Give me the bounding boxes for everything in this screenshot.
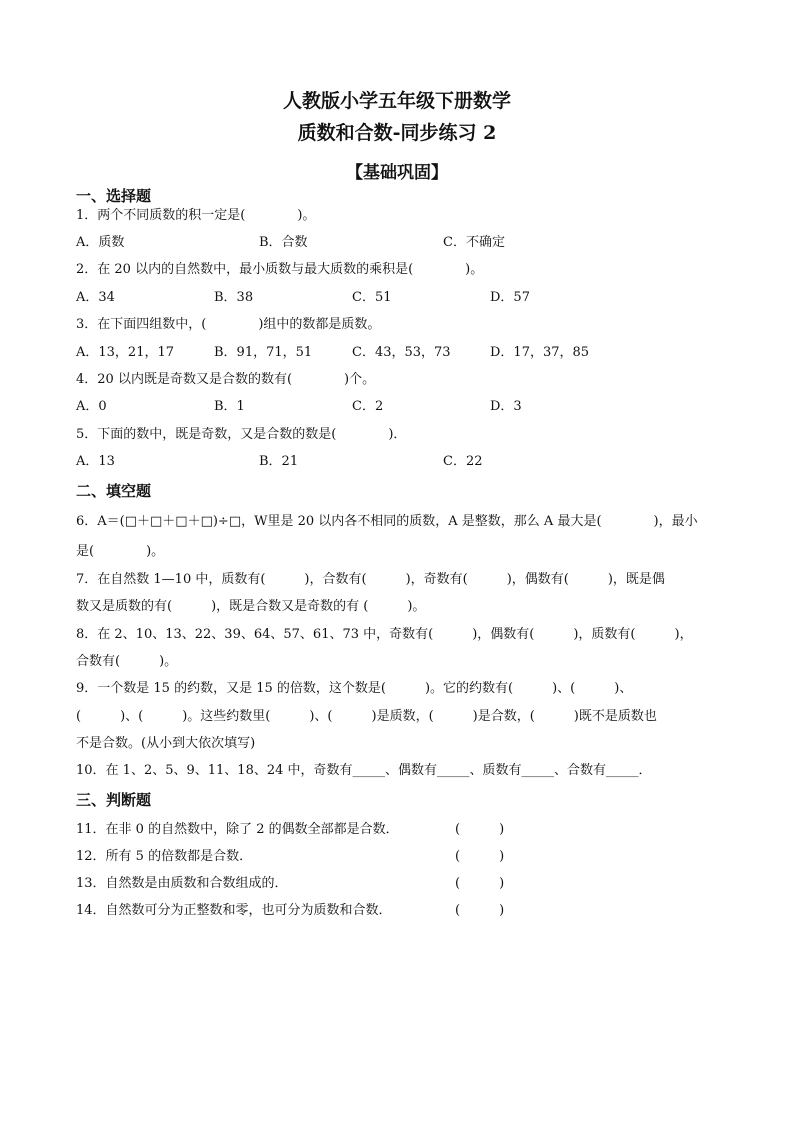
question-2-stem: 2．在 20 以内的自然数中，最小质数与最大质数的乘积是( )。	[76, 262, 484, 277]
question-5-option-a: A．13	[76, 454, 115, 469]
question-8-line-2: 合数有( )。	[76, 654, 178, 669]
question-14-blank: ( )	[455, 903, 505, 918]
question-7-line-2: 数又是质数的有( )，既是合数又是奇数的有 ( )。	[76, 599, 426, 614]
question-9-line-3: 不是合数。(从小到大依次填写)	[76, 736, 256, 751]
question-3-option-b: B．91，71，51	[214, 345, 313, 360]
question-12-text: 12．所有 5 的倍数都是合数．	[76, 849, 253, 864]
question-4-option-b: B．1	[214, 399, 245, 414]
question-2-option-b: B．38	[214, 290, 254, 305]
question-1-option-c: C．不确定	[443, 235, 505, 250]
question-3-option-c: C．43，53，73	[352, 345, 451, 360]
question-1-stem: 1．两个不同质数的积一定是( )。	[76, 208, 316, 223]
question-1-option-b: B．合数	[259, 235, 308, 250]
question-13-text: 13．自然数是由质数和合数组成的．	[76, 876, 288, 891]
question-14-text: 14．自然数可分为正整数和零，也可分为质数和合数．	[76, 903, 392, 918]
question-7-line-1: 7．在自然数 1—10 中，质数有( )，合数有( )，奇数有( )，偶数有( )，既是偶	[76, 572, 665, 587]
question-3-stem: 3．在下面四组数中，( )组中的数都是质数。	[76, 317, 381, 332]
question-2-option-c: C．51	[352, 290, 392, 305]
section-fill-heading: 二、填空题	[76, 482, 152, 500]
question-2-option-a: A．34	[76, 290, 115, 305]
question-3-option-d: D．17，37，85	[490, 345, 590, 360]
section-choice-heading: 一、选择题	[76, 187, 152, 205]
question-12-blank: ( )	[455, 849, 505, 864]
question-4-stem: 4．20 以内既是奇数又是合数的数有( )个。	[76, 372, 376, 387]
question-5-stem: 5．下面的数中，既是奇数，又是合数的数是( )．	[76, 427, 407, 442]
question-9-line-1: 9．一个数是 15 的约数，又是 15 的倍数，这个数是( )。它的约数有( )、( )、	[76, 681, 633, 696]
question-1-option-a: A．质数	[76, 235, 125, 250]
question-13-blank: ( )	[455, 876, 505, 891]
question-10-line: 10．在 1、2、5、9、11、18、24 中，奇数有_____、偶数有_____、质数有_____、合数有_____．	[76, 763, 652, 778]
question-4-option-a: A．0	[76, 399, 107, 414]
question-5-option-b: B．21	[259, 454, 299, 469]
section-heading-basic: 【基础巩固】	[346, 163, 448, 183]
question-9-line-2: ( )、( )。这些约数里( )、( )是质数，( )是合数，( )既不是质数也	[76, 709, 657, 724]
question-2-option-d: D．57	[490, 290, 530, 305]
question-6-line-2: 是( )。	[76, 544, 165, 559]
question-11-text: 11．在非 0 的自然数中，除了 2 的偶数全部都是合数．	[76, 822, 399, 837]
question-6-line-1: 6．A＝(□＋□＋□＋□)÷□，W里是 20 以内各不相同的质数，A 是整数，那么 A 最大是( )，最小	[76, 514, 698, 529]
question-4-option-c: C．2	[352, 399, 384, 414]
question-4-option-d: D．3	[490, 399, 522, 414]
question-8-line-1: 8．在 2、10、13、22、39、64、57、61、73 中，奇数有( )，偶数有( )，质数有( )，	[76, 627, 693, 642]
section-judge-heading: 三、判断题	[76, 791, 152, 809]
worksheet-title: 人教版小学五年级下册数学	[282, 90, 511, 112]
question-3-option-a: A．13，21，17	[76, 345, 175, 360]
question-5-option-c: C．22	[443, 454, 483, 469]
worksheet-subtitle: 质数和合数-同步练习 2	[297, 122, 497, 144]
question-11-blank: ( )	[455, 822, 505, 837]
